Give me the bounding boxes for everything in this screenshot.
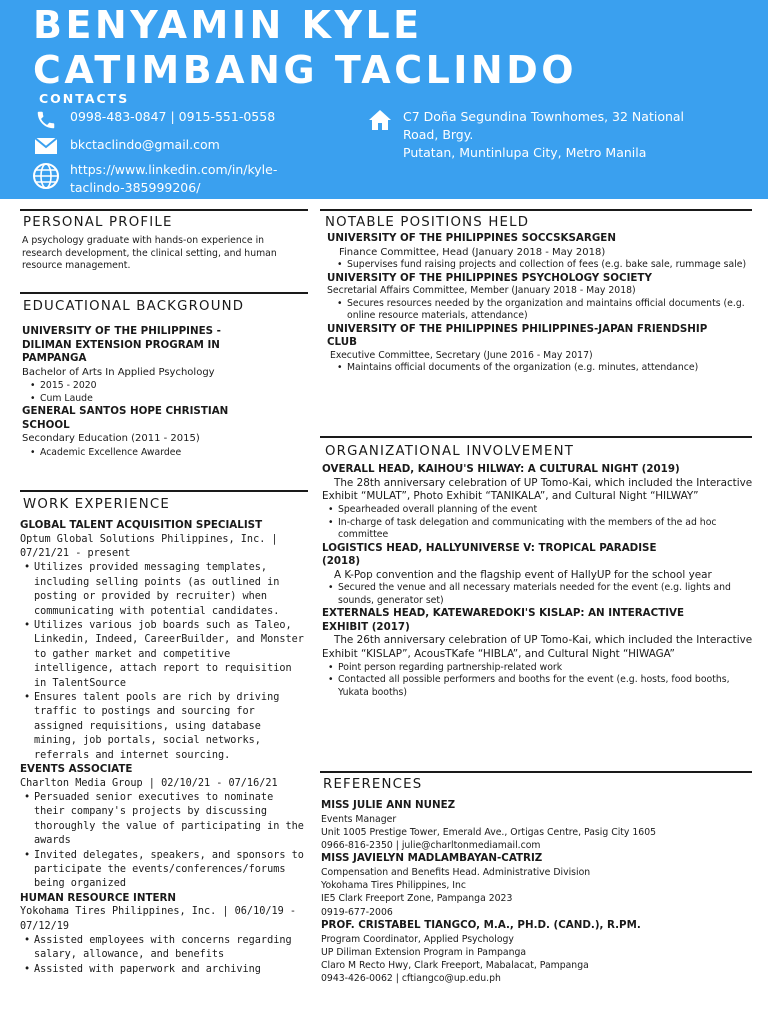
- positions-section: [327, 232, 757, 375]
- job-title: EVENTS ASSOCIATE: [20, 763, 133, 775]
- org-name: UNIVERSITY OF THE PHILIPPINES PSYCHOLOGY SOCIETY: [327, 271, 652, 284]
- job-bullets: [24, 934, 308, 977]
- education-bullets: [30, 447, 306, 460]
- linkedin-row: [32, 162, 277, 197]
- name-line-1: BENYAMIN KYLE: [33, 3, 423, 47]
- email-row: [34, 134, 220, 158]
- org-name: UNIVERSITY OF THE PHILIPPINES PHILIPPINES-JAPAN FRIENDSHIP CLUB: [327, 322, 708, 348]
- work-section: [20, 519, 308, 977]
- position-bullets: [337, 259, 757, 272]
- list-item: • Invited delegates, speakers, and sponsors to participate the events/conferences/forums being organized: [24, 849, 308, 892]
- list-item: • Cum Laude: [30, 393, 306, 406]
- list-item: • Secures resources needed by the organization and maintains official documents (e.g. online resource materials, attendance): [337, 298, 757, 323]
- list-item: • Persuaded senior executives to nominate their company's projects by discussing thoroughly the value of participating in the awards: [24, 791, 308, 849]
- references-section: [321, 799, 761, 986]
- list-item: • Academic Excellence Awardee: [30, 447, 306, 460]
- divider: [320, 209, 752, 211]
- event-description: The 26th anniversary celebration of UP Tomo-Kai, which included the Interactive Exhibit “KISLAP”, AcousTKafe “HIBLA”, and Cultural Night “HIWAGA”: [322, 634, 753, 661]
- linkedin-link[interactable]: https://www.linkedin.com/in/kyle- taclindo-385999206/: [70, 162, 278, 195]
- list-item: • Spearheaded overall planning of the event: [328, 504, 756, 517]
- full-name: [33, 3, 577, 93]
- position-role: Executive Committee, Secretary (June 2016 - May 2017): [330, 349, 593, 361]
- phone-row: [34, 108, 275, 132]
- home-address: C7 Doña Segundina Townhomes, 32 National Road, Brgy. Putatan, Muntinlupa City, Metro Manila: [403, 109, 685, 160]
- job-meta: Charlton Media Group | 02/10/21 - 07/16/21: [20, 777, 278, 789]
- email-icon: [34, 134, 58, 158]
- position-role: Finance Committee, Head (January 2018 - May 2018): [339, 246, 606, 258]
- list-item: • Secured the venue and all necessary materials needed for the event (e.g. lights and sounds, generator set): [328, 582, 756, 607]
- divider: [320, 436, 752, 438]
- job-meta: Optum Global Solutions Philippines, Inc. | 07/21/21 - present: [20, 533, 278, 559]
- address-row: [367, 108, 684, 162]
- reference-details: Compensation and Benefits Head. Administrative Division Yokohama Tires Philippines, Inc IE5 Clark Freeport Zone, Pampanga 2023 0919-677-2006: [321, 866, 591, 918]
- section-title-education: EDUCATIONAL BACKGROUND: [23, 299, 245, 314]
- list-item: • Ensures talent pools are rich by driving traffic to postings and sourcing for assigned requisitions, using database mining, job portals, social networks, referrals and internet sourcing.: [24, 691, 308, 763]
- position-bullets: [337, 362, 757, 375]
- contacts-title: CONTACTS: [39, 91, 130, 106]
- education-bullets: [30, 380, 306, 405]
- header-banner: [0, 0, 768, 199]
- list-item: • Point person regarding partnership-related work: [328, 662, 756, 675]
- education-section: [22, 325, 306, 459]
- reference-name: PROF. CRISTABEL TIANGCO, M.A., PH.D. (CAND.), R.PM.: [321, 919, 641, 932]
- divider: [20, 292, 308, 294]
- list-item: • In-charge of task delegation and communicating with the members of the ad hoc committee: [328, 517, 756, 542]
- job-title: HUMAN RESOURCE INTERN: [20, 891, 177, 904]
- org-name: UNIVERSITY OF THE PHILIPPINES SOCCSKSARGEN: [327, 232, 616, 244]
- event-bullets: [328, 662, 756, 700]
- degree: Bachelor of Arts In Applied Psychology: [22, 366, 215, 378]
- section-title-references: REFERENCES: [323, 777, 423, 792]
- home-icon: [367, 108, 393, 132]
- event-description: The 28th anniversary celebration of UP Tomo-Kai, which included the Interactive Exhibit “MULAT”, Photo Exhibit “TANIKALA”, and Cultural Night “HILWAY”: [322, 476, 753, 503]
- reference-name: MISS JAVIELYN MADLAMBAYAN-CATRIZ: [321, 852, 543, 865]
- event-bullets: [328, 582, 756, 607]
- profile-text: A psychology graduate with hands-on experience in research development, the clinical setting, and human resource management.: [22, 235, 277, 271]
- reference-details: Events Manager Unit 1005 Prestige Tower, Emerald Ave., Ortigas Centre, Pasig City 1605 0966-816-2350 | julie@charltonmediamail.com: [321, 813, 657, 852]
- job-meta: Yokohama Tires Philippines, Inc. | 06/10/19 - 07/12/19: [20, 906, 297, 932]
- event-title: EXTERNALS HEAD, KATEWAREDOKI'S KISLAP: AN INTERACTIVE EXHIBIT (2017): [322, 607, 685, 633]
- event-title: OVERALL HEAD, KAIHOU'S HILWAY: A CULTURAL NIGHT (2019): [322, 463, 680, 475]
- job-bullets: [24, 561, 308, 763]
- degree: Secondary Education (2011 - 2015): [22, 433, 200, 444]
- globe-icon: [32, 162, 60, 190]
- list-item: • Supervises fund raising projects and collection of fees (e.g. bake sale, rummage sale): [337, 259, 757, 272]
- divider: [20, 490, 308, 492]
- phone-numbers[interactable]: 0998-483-0847 | 0915-551-0558: [70, 109, 276, 124]
- section-title-work: WORK EXPERIENCE: [23, 497, 170, 512]
- school-name: GENERAL SANTOS HOPE CHRISTIAN SCHOOL: [22, 405, 229, 431]
- list-item: • Assisted with paperwork and archiving: [24, 963, 308, 977]
- event-title: LOGISTICS HEAD, HALLYUNIVERSE V: TROPICAL PARADISE (2018): [322, 541, 657, 568]
- list-item: • 2015 - 2020: [30, 380, 306, 393]
- list-item: • Assisted employees with concerns regarding salary, allowance, and benefits: [24, 934, 308, 963]
- event-bullets: [328, 504, 756, 542]
- email-address[interactable]: bkctaclindo@gmail.com: [70, 137, 220, 152]
- list-item: • Contacted all possible performers and booths for the event (e.g. hosts, food booths, Yukata booths): [328, 674, 756, 699]
- reference-details: Program Coordinator, Applied Psychology UP Diliman Extension Program in Pampanga Claro M Recto Hwy, Clark Freeport, Mabalacat, Pampanga 0943-426-0062 | cftiangco@up.edu.ph: [321, 933, 589, 985]
- section-title-profile: PERSONAL PROFILE: [23, 215, 173, 230]
- section-title-positions: NOTABLE POSITIONS HELD: [325, 215, 530, 230]
- org-section: [322, 463, 756, 699]
- position-role: Secretarial Affairs Committee, Member (January 2018 - May 2018): [327, 285, 636, 296]
- list-item: • Utilizes provided messaging templates, including selling points (as outlined in posting or provided by recruiter) when communicating with potential candidates.: [24, 561, 308, 619]
- phone-icon: [34, 108, 58, 132]
- job-title: GLOBAL TALENT ACQUISITION SPECIALIST: [20, 519, 263, 531]
- list-item: • Utilizes various job boards such as Taleo, Linkedin, Indeed, CareerBuilder, and Monster to gather market and competitive intelligence, attach report to requisition in TalentSource: [24, 619, 308, 691]
- divider: [320, 771, 752, 773]
- event-description: A K-Pop convention and the flagship event of HallyUP for the school year: [334, 568, 712, 581]
- position-bullets: [337, 298, 757, 323]
- divider: [20, 209, 308, 211]
- list-item: • Maintains official documents of the organization (e.g. minutes, attendance): [337, 362, 757, 375]
- section-title-org: ORGANIZATIONAL INVOLVEMENT: [325, 444, 575, 459]
- reference-name: MISS JULIE ANN NUNEZ: [321, 799, 456, 811]
- school-name: UNIVERSITY OF THE PHILIPPINES - DILIMAN EXTENSION PROGRAM IN PAMPANGA: [22, 325, 221, 364]
- job-bullets: [24, 791, 308, 892]
- name-line-2: CATIMBANG TACLINDO: [33, 48, 578, 92]
